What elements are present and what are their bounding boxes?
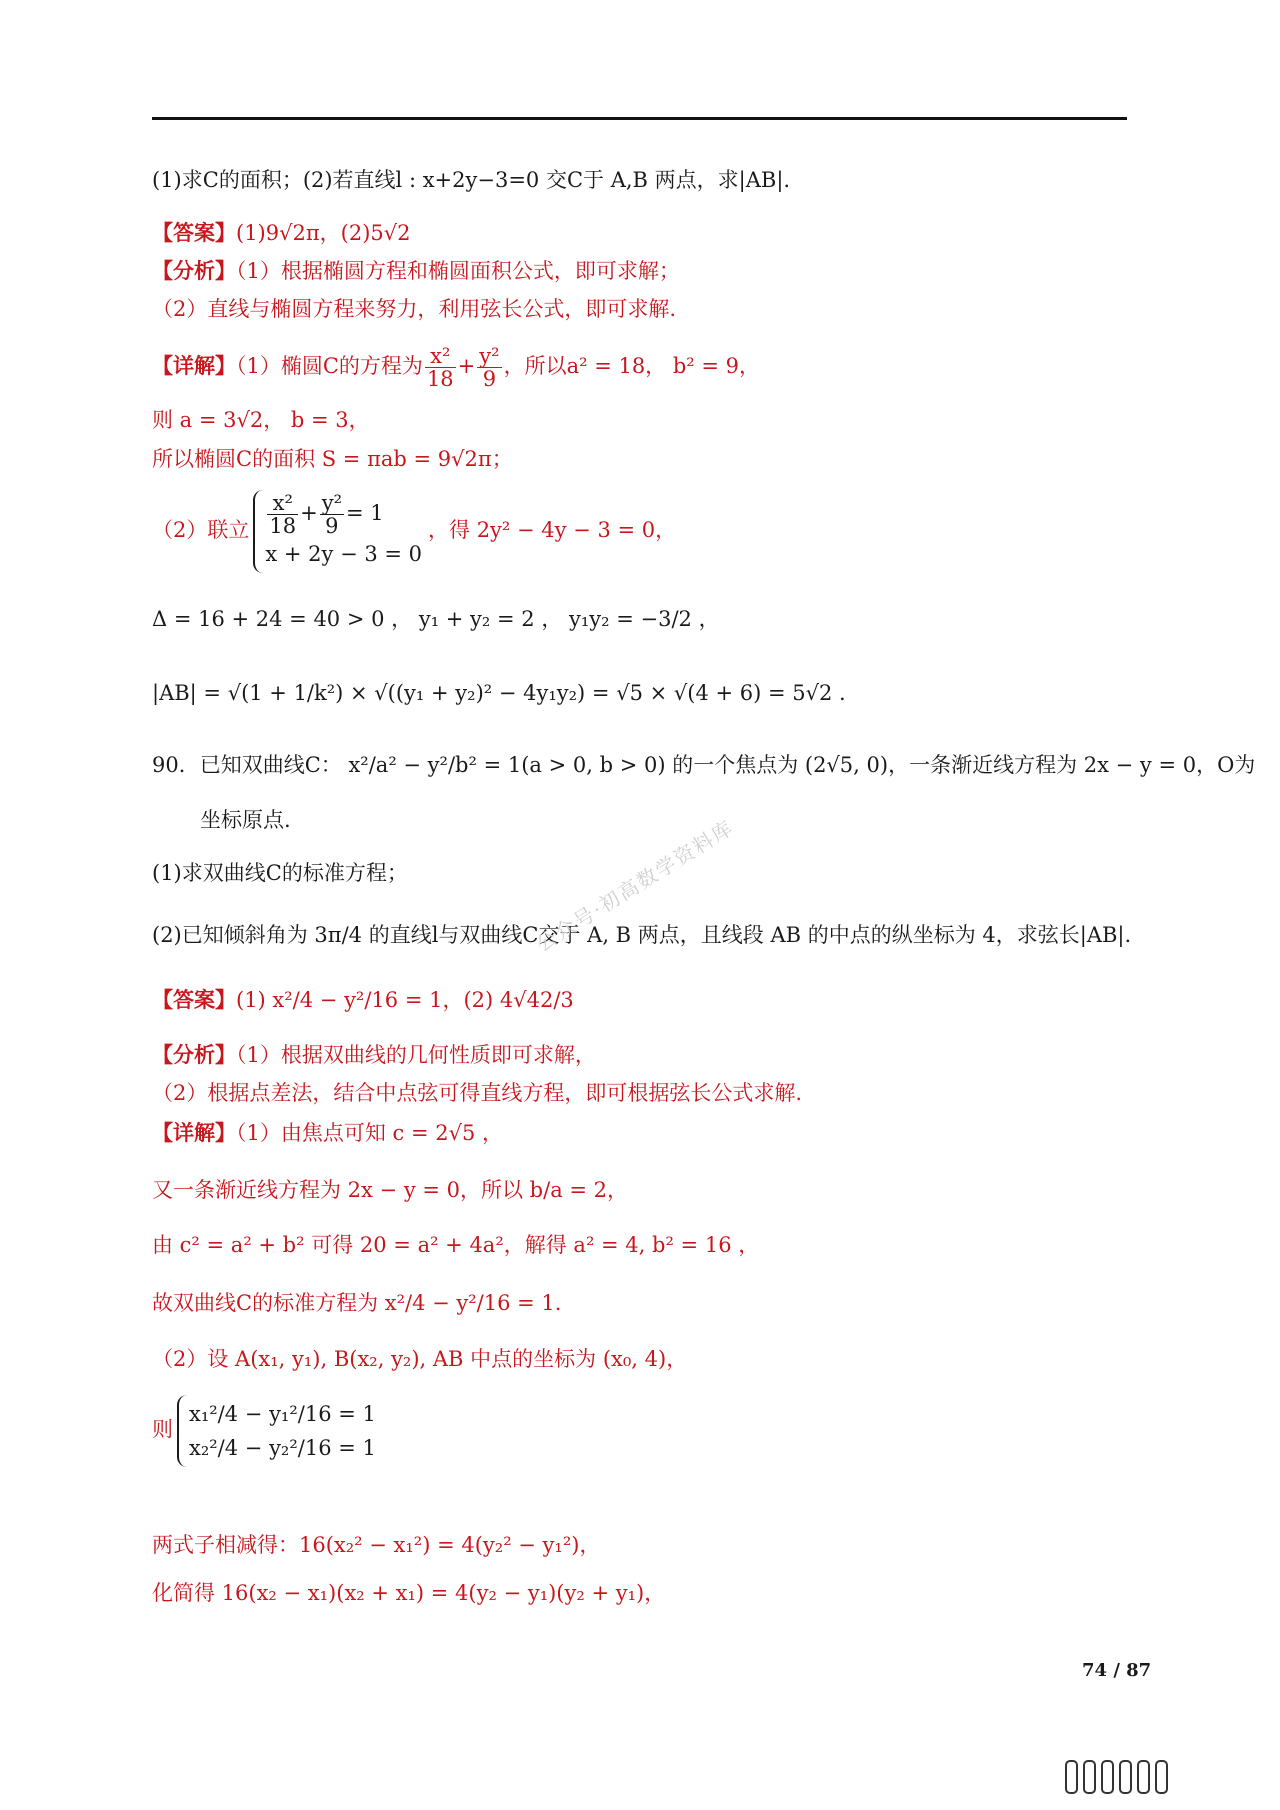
- system-row-rhs: = 1: [346, 501, 384, 525]
- answer-line: [152, 985, 574, 1015]
- equation-system: [177, 1395, 382, 1467]
- watermark: 公众号·初高数学资料库: [531, 815, 739, 957]
- page-number: 74 / 87: [1082, 1660, 1152, 1681]
- text-line: 坐标原点.: [200, 808, 291, 832]
- text-line: 两式子相减得：16(x₂² − x₁²) = 4(y₂² − y₁²)，: [152, 1533, 601, 1557]
- text-line: 化简得 16(x₂ − x₁)(x₂ + x₁) = 4(y₂ − y₁)(y₂ + y₁)，: [152, 1581, 666, 1605]
- system-row: x₂²/4 − y₂²/16 = 1: [189, 1436, 376, 1460]
- analysis-line: [152, 1040, 596, 1070]
- answer-tag: 【答案】: [152, 987, 236, 1012]
- analysis-text: （1）根据双曲线的几何性质即可求解，: [236, 1043, 596, 1067]
- analysis-line: [152, 256, 680, 286]
- numerator: x²: [267, 492, 298, 515]
- fraction: [425, 345, 456, 390]
- denominator: 18: [426, 367, 454, 391]
- fraction: [320, 492, 344, 537]
- numerator: x²: [425, 345, 456, 368]
- detail-line: [152, 1118, 503, 1148]
- analysis-tag: 【分析】: [152, 258, 236, 283]
- detail-text: （1）由焦点可知 c = 2√5 ，: [236, 1121, 504, 1145]
- detail-line: 【详解】（1）椭圆C的方程为 $\frac{\text{x²}}{18}$ + $\frac{\text{y²}}{9}$ ，所以a² = 18， b² = 9，: [152, 344, 761, 391]
- text-line: （2）根据点差法，结合中点弦可得直线方程，即可根据弦长公式求解.: [152, 1081, 803, 1105]
- detail-post: ，所以a² = 18， b² = 9，: [503, 354, 761, 378]
- system-pre: 则: [152, 1417, 173, 1442]
- text-line: 则 a = 3√2， b = 3，: [152, 408, 370, 432]
- text-line: 故双曲线C的标准方程为 x²/4 − y²/16 = 1.: [152, 1291, 562, 1315]
- denominator: 9: [482, 367, 497, 391]
- denominator: 9: [325, 514, 339, 538]
- text-line: Δ = 16 + 24 = 40 > 0 ， y₁ + y₂ = 2 ， y₁y₂ = −3/2 ，: [152, 607, 720, 631]
- detail-tag: 【详解】: [152, 353, 236, 378]
- system-line: [152, 1395, 382, 1467]
- system-post: ，得 2y² − 4y − 3 = 0，: [428, 518, 677, 542]
- text-line: (1)求C的面积；(2)若直线l : x+2y−3=0 交C于 A,B 两点，求|AB|.: [152, 168, 791, 192]
- header-rule: [152, 117, 1127, 120]
- denominator: 18: [269, 514, 297, 538]
- text-line: 所以椭圆C的面积 S = πab = 9√2π；: [152, 447, 513, 471]
- answer-text: (1) x²/4 − y²/16 = 1，(2) 4√42/3: [236, 988, 574, 1012]
- system-pre: （2）联立: [152, 518, 250, 542]
- analysis-text: （1）根据椭圆方程和椭圆面积公式，即可求解；: [236, 259, 680, 283]
- text-line: 由 c² = a² + b² 可得 20 = a² + 4a²，解得 a² = 4, b² = 16 ，: [152, 1233, 760, 1257]
- fraction: [477, 345, 501, 390]
- answer-text: (1)9√2π，(2)5√2: [236, 221, 411, 245]
- bars-logo-icon: [1065, 1760, 1168, 1794]
- problem-line: 90．已知双曲线C： x²/a² − y²/b² = 1(a > 0, b > 0) 的一个焦点为 (2√5, 0)，一条渐近线方程为 2x − y = 0，O为: [152, 753, 1256, 777]
- text-line: (2)已知倾斜角为 3π/4 的直线l与双曲线C交于 A, B 两点，且线段 AB 的中点的纵坐标为 4，求弦长|AB|.: [152, 923, 1132, 947]
- text-line: 又一条渐近线方程为 2x − y = 0，所以 b/a = 2，: [152, 1178, 629, 1202]
- system-line: [152, 490, 676, 573]
- system-row: x₁²/4 − y₁²/16 = 1: [189, 1402, 376, 1426]
- text-line: （2）设 A(x₁, y₁), B(x₂, y₂), AB 中点的坐标为 (x₀, 4)，: [152, 1347, 688, 1371]
- equation-system: [253, 490, 428, 573]
- detail-tag: 【详解】: [152, 1120, 236, 1145]
- text-line: （2）直线与椭圆方程来努力，利用弦长公式，即可求解.: [152, 297, 677, 321]
- numerator: y²: [321, 491, 343, 515]
- system-row: $\frac{\text{x²}}{18}$ + $\frac{\text{y²}}{9}$ = 1: [269, 491, 384, 538]
- numerator: y²: [479, 344, 500, 368]
- answer-tag: 【答案】: [152, 220, 236, 245]
- answer-line: [152, 218, 411, 248]
- text-line: |AB| = √(1 + 1/k²) × √((y₁ + y₂)² − 4y₁y₂) = √5 × √(4 + 6) = 5√2 .: [152, 681, 846, 705]
- analysis-tag: 【分析】: [152, 1042, 236, 1067]
- text-line: (1)求双曲线C的标准方程；: [152, 861, 408, 885]
- fraction: [267, 492, 298, 537]
- system-row: x + 2y − 3 = 0: [265, 542, 423, 566]
- detail-pre: （1）椭圆C的方程为: [236, 354, 423, 378]
